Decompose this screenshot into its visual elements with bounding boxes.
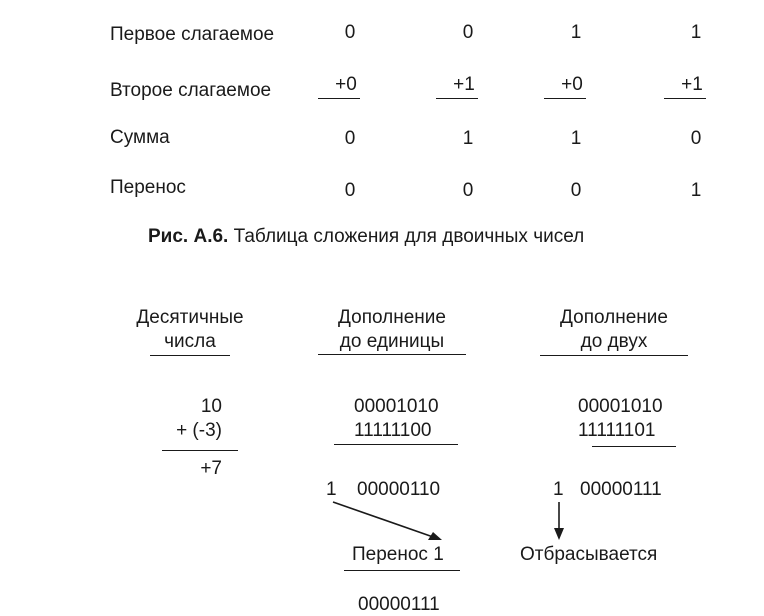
cell-value: 1 — [690, 180, 702, 201]
row-label-first-addend: Первое слагаемое — [110, 24, 275, 45]
twos-operand1: 00001010 — [578, 396, 663, 417]
caption-number: Рис. А.6. — [148, 226, 229, 247]
ones-operand1: 00001010 — [354, 396, 439, 417]
cell-value: +0 — [561, 74, 583, 95]
decimal-result: +7 — [200, 458, 222, 479]
twos-operand2: 11111101 — [578, 420, 656, 441]
cell-value: 1 — [462, 128, 474, 149]
cell-value: 1 — [690, 22, 702, 43]
twos-result: 00000111 — [580, 479, 662, 500]
cell-value: 1 — [570, 128, 582, 149]
cell-value: +1 — [453, 74, 475, 95]
twos-header-line2: до двух — [580, 331, 648, 352]
cell-value: 0 — [690, 128, 702, 149]
ones-header-line1: Дополнение — [338, 307, 446, 328]
carry-label: Перенос 1 — [352, 544, 444, 565]
row-label-carry: Перенос — [110, 177, 186, 198]
twos-header-line1: Дополнение — [560, 307, 668, 328]
cell-value: 0 — [344, 22, 356, 43]
ones-operand2: 11111100 — [354, 420, 432, 441]
cell-value: 0 — [344, 128, 356, 149]
ones-result: 00000110 — [357, 479, 441, 500]
cell-value: 0 — [344, 180, 356, 201]
carry-arrow — [333, 502, 442, 540]
row-label-sum: Сумма — [110, 127, 170, 148]
caption-text: Таблица сложения для двоичных чисел — [233, 226, 585, 247]
ones-final-result: 00000111 — [358, 594, 440, 615]
row-label-second-addend: Второе слагаемое — [110, 80, 272, 101]
twos-carry-digit: 1 — [553, 479, 564, 500]
cell-value: +1 — [681, 74, 703, 95]
cell-value: +0 — [335, 74, 357, 95]
cell-value: 0 — [462, 180, 474, 201]
ones-header-line2: до единицы — [339, 331, 445, 352]
discard-arrow — [554, 502, 564, 540]
decimal-header-line1: Десятичные — [136, 307, 244, 328]
decimal-operand1: 10 — [200, 396, 222, 417]
cell-value: 0 — [462, 22, 474, 43]
decimal-operand2: + (-3) — [176, 420, 222, 441]
discard-label: Отбрасывается — [520, 544, 658, 565]
decimal-header-line2: числа — [164, 331, 216, 352]
ones-carry-digit: 1 — [326, 479, 337, 500]
cell-value: 1 — [570, 22, 582, 43]
cell-value: 0 — [570, 180, 582, 201]
